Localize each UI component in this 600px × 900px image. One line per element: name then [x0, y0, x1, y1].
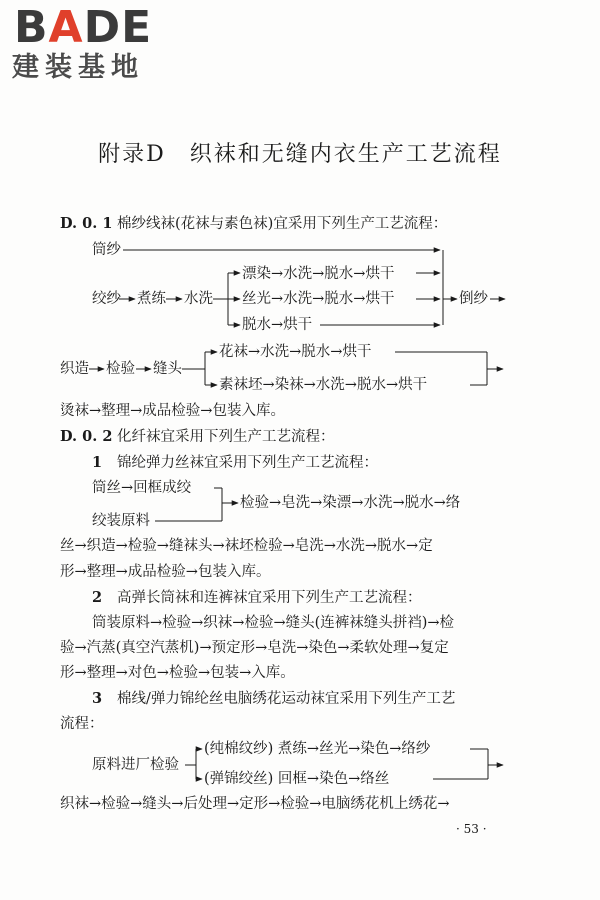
flow-node-jiaozhuang: 绞装原料: [92, 513, 150, 529]
flow-node-daosha: 倒纱: [459, 291, 488, 307]
item-heading-1: 锦纶弹力丝袜宜采用下列生产工艺流程：: [117, 455, 378, 471]
item-number-1: 1: [92, 454, 103, 471]
flow-node-yuanliao: 原料进厂检验: [92, 757, 179, 773]
flow-branch-piaoran: 漂染→水洗→脱水→烘干: [242, 266, 395, 282]
item-number-3: 3: [92, 690, 103, 707]
section-number-d001: D. 0. 1: [60, 215, 113, 232]
section-number-d002: D. 0. 2: [60, 428, 113, 445]
item-heading-2: 高弹长筒袜和连裤袜宜采用下列生产工艺流程：: [117, 590, 422, 606]
section-heading-d001: 棉纱线袜(花袜与素色袜)宜采用下列生产工艺流程：: [117, 216, 448, 232]
flow-line-2-2: 验→汽蒸(真空汽蒸机)→预定形→皂洗→染色→柔软处理→复定: [60, 640, 449, 656]
flow-node-zhulian: 煮练: [137, 291, 166, 307]
flow-node-shuixi: 水洗: [184, 291, 213, 307]
flow-branch-chunmian: (纯棉纹纱) 煮练→丝光→染色→络纱: [204, 741, 431, 757]
section-heading-d002: 化纤袜宜采用下列生产工艺流程：: [117, 429, 335, 445]
flow-node-jiaosha: 绞纱: [92, 291, 121, 307]
item-heading-3-b: 流程：: [60, 716, 104, 732]
flow-node-zhizao: 织造: [60, 361, 89, 377]
flow-node-tongsha: 筒纱: [92, 242, 121, 258]
flow-branch-suwa: 素袜坯→染袜→水洗→脱水→烘干: [219, 377, 428, 393]
item-heading-3-a: 棉线/弹力锦纶丝电脑绣花运动袜宜采用下列生产工艺: [117, 691, 456, 707]
flow-branch-siguang: 丝光→水洗→脱水→烘干: [242, 291, 395, 307]
page-number: · 53 ·: [456, 822, 487, 836]
flow-node-jianyan: 检验: [106, 361, 135, 377]
flow-branch-tuoshui: 脱水→烘干: [242, 317, 313, 333]
flow-line-2-3: 形→整理→对色→检验→包装→入库。: [60, 665, 295, 681]
flow-line-1-1: 检验→皂洗→染漂→水洗→脱水→络: [240, 495, 461, 511]
flow-line-3-last: 织袜→检验→缝头→后处理→定形→检验→电脑绣花机上绣花→: [60, 796, 450, 812]
appendix-title: 附录D 织袜和无缝内衣生产工艺流程: [98, 142, 502, 167]
flow-branch-huawa: 花袜→水洗→脱水→烘干: [219, 344, 372, 360]
logo-accent-letter: A: [48, 2, 84, 53]
flow-line-1-3: 形→整理→成品检验→包装入库。: [60, 564, 271, 580]
flow-node-fengtou: 缝头: [153, 361, 182, 377]
logo-subtitle: 建装基地: [12, 52, 144, 83]
item-number-2: 2: [92, 589, 103, 606]
flow-line-1-2: 丝→织造→检验→缝袜头→袜坯检验→皂洗→水洗→脱水→定: [60, 538, 433, 554]
flow-end-d001: 烫袜→整理→成品检验→包装入库。: [60, 403, 285, 419]
flow-branch-tanjin: (弹锦绞丝) 回框→染色→络丝: [204, 771, 390, 787]
flow-line-2-1: 筒装原料→检验→织袜→检验→缝头(连裤袜缝头拼裆)→检: [92, 615, 455, 631]
flow-node-tongsi: 筒丝→回框成绞: [92, 480, 192, 496]
logo-brand: BADE: [14, 2, 153, 53]
